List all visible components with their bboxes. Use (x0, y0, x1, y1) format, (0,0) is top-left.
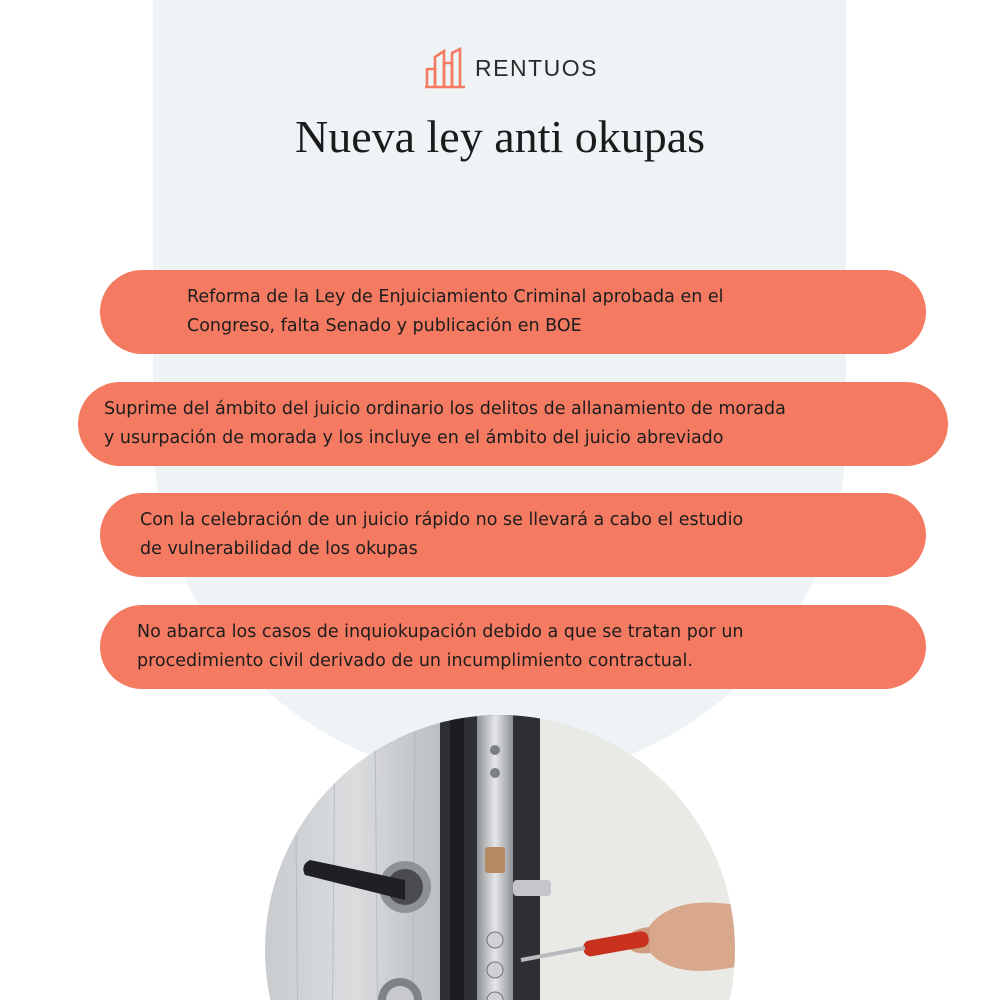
info-card-line: Reforma de la Ley de Enjuiciamiento Criminal aprobada en el (187, 287, 724, 307)
info-card-text (187, 283, 724, 341)
door-lock-photo (265, 715, 735, 1000)
brand-name: RENTUOS (475, 54, 598, 81)
info-card-1 (100, 270, 926, 354)
info-card-line: Con la celebración de un juicio rápido no se llevará a cabo el estudio (140, 510, 744, 530)
info-card-line: No abarca los casos de inquiokupación debido a que se tratan por un (137, 622, 744, 642)
info-card-line: Congreso, falta Senado y publicación en BOE (187, 316, 582, 336)
info-card-line: de vulnerabilidad de los okupas (140, 539, 418, 559)
info-card-2 (78, 382, 948, 466)
info-card-text (104, 395, 786, 453)
info-card-text (137, 618, 744, 676)
info-card-4 (100, 605, 926, 689)
info-card-line: Suprime del ámbito del juicio ordinario los delitos de allanamiento de morada (104, 399, 786, 419)
page-title: Nueva ley anti okupas (294, 111, 706, 162)
buildings-icon (425, 47, 467, 89)
info-card-line: procedimiento civil derivado de un incumplimiento contractual. (137, 651, 693, 671)
info-card-3 (100, 493, 926, 577)
brand-logo (425, 46, 615, 90)
info-card-line: y usurpación de morada y los incluye en el ámbito del juicio abreviado (104, 428, 724, 448)
info-card-text (140, 506, 743, 564)
door-lock-illustration (265, 715, 735, 1000)
